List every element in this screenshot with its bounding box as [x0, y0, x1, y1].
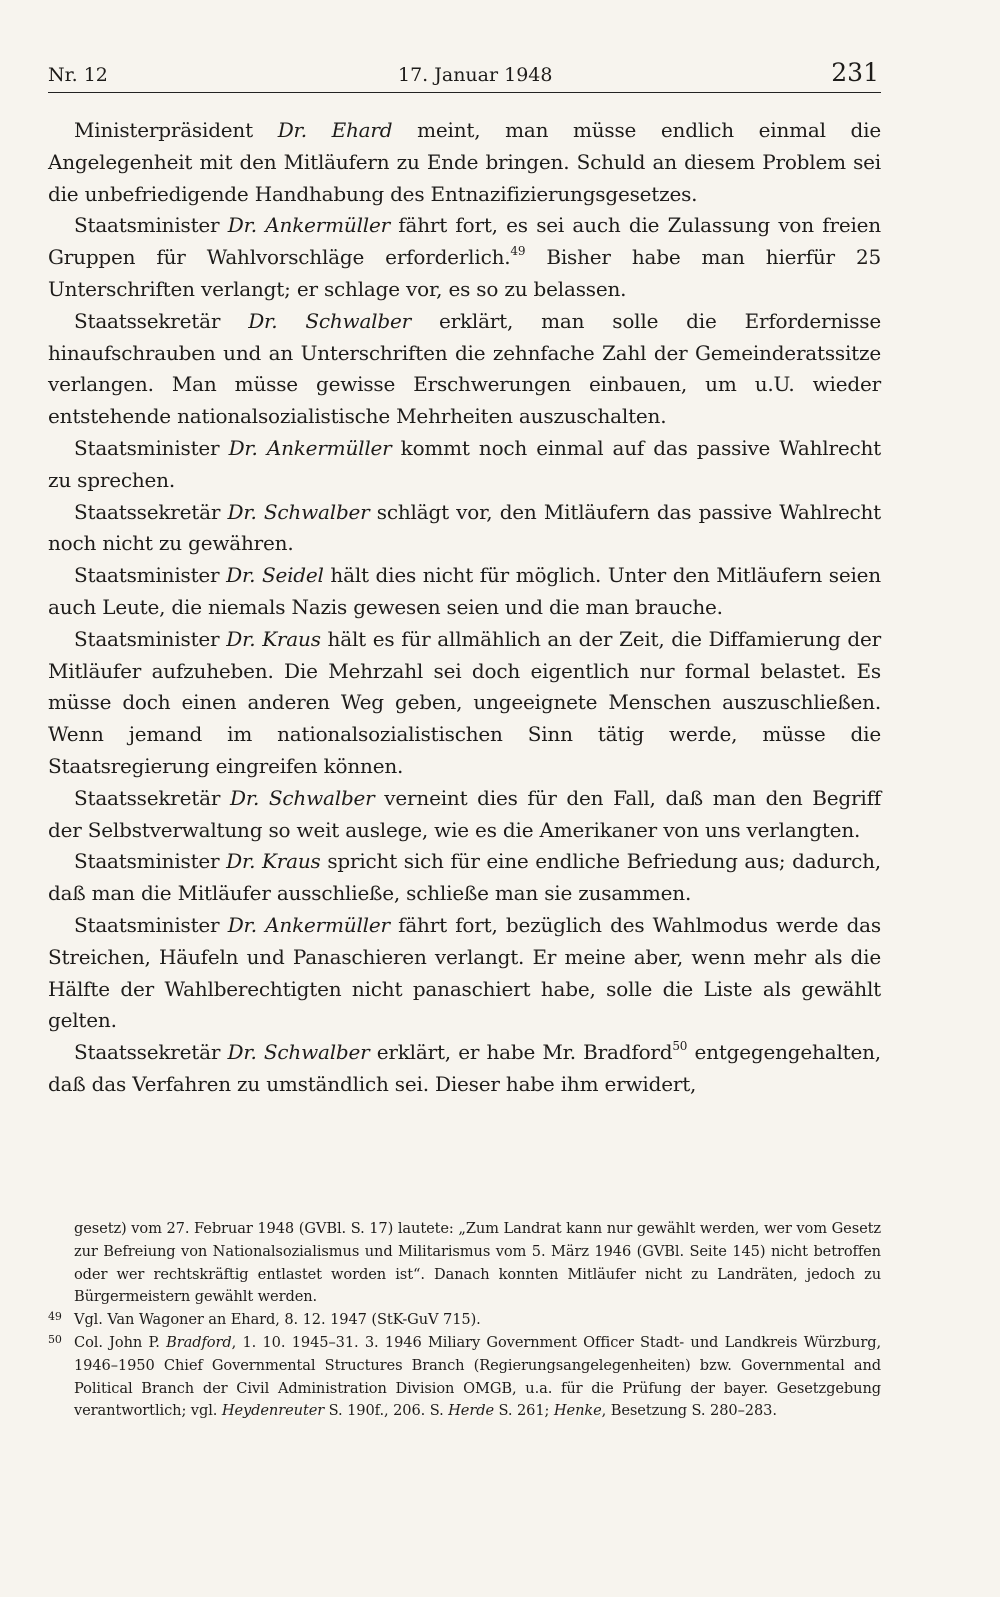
paragraph	[48, 115, 881, 210]
footnote-number: 50	[48, 1332, 62, 1346]
speaker-role: Staatssekretär	[74, 1040, 221, 1065]
paragraph-text: Bisher habe man hierfür 25 Unterschriften verlangt; er schlage vor, es so zu belassen.	[48, 245, 882, 301]
paragraph	[48, 433, 881, 497]
paragraph-text: erklärt, er habe Mr. Bradford	[369, 1040, 673, 1065]
footnote-text: Col. John P.	[74, 1333, 167, 1351]
running-head	[48, 58, 881, 93]
paragraph-text: kommt noch einmal auf das passive Wahlrecht zu sprechen.	[48, 435, 881, 492]
speaker-name: Ankermüller	[265, 912, 390, 937]
speaker-name: Schwalber	[263, 1040, 370, 1065]
page-number: 231	[831, 58, 879, 87]
speaker-title: Dr.	[248, 308, 278, 333]
speaker-title: Dr.	[277, 118, 307, 142]
footnote-continuation: gesetz) vom 27. Februar 1948 (GVBl. S. 17) lautete: „Zum Landrat kann nur gewählt werden, wer vom Gesetz zur Befreiung von Nationalsozialismus und Militarismus vom 5. März 1946 (GVBl. Seite 145) nicht betroffen oder wer rechtskräftig entlastet worden ist“. Danach konnten Mitläufer nicht zu Landräten, jedoch zu Bürgermeistern gewählt werden.	[74, 1220, 881, 1306]
footnote-reference[interactable]: 49	[510, 244, 526, 259]
speaker-role: Staatsminister	[74, 213, 220, 238]
paragraph	[48, 624, 881, 783]
footnote-text: S. 261;	[494, 1402, 554, 1420]
footnote-50	[48, 1332, 881, 1423]
speaker-role: Ministerpräsident	[74, 118, 253, 142]
footnotes	[48, 1218, 881, 1423]
paragraph-text: spricht sich für eine endliche Befriedung aus; dadurch, daß man die Mitläufer ausschließe, schließe man sie zusammen.	[48, 849, 881, 906]
speaker-title: Dr.	[226, 849, 256, 874]
speaker-title: Dr.	[227, 912, 257, 937]
footnote-text: , 1. 10. 1945–31. 3. 1946 Miliary Government Officer Stadt- und Landkreis Würzburg, 1946–1950 Chief Governmental Structures Branch (Regierungsangelegenheiten) bzw. Governmental and Political Branch der Civil Administration Division OMGB, u.a. für die Prüfung der bayer. Gesetzgebung verantwortlich; vgl.	[74, 1333, 882, 1420]
paragraph	[48, 783, 881, 847]
speaker-name: Ehard	[331, 118, 393, 142]
paragraph-text: entgegengehalten, daß das Verfahren zu umständlich sei. Dieser habe ihm erwidert,	[48, 1040, 881, 1096]
speaker-role: Staatssekretär	[74, 499, 221, 524]
paragraph-text: schlägt vor, den Mitläufern das passive Wahlrecht noch nicht zu gewähren.	[48, 499, 881, 556]
paragraph-text: hält es für allmählich an der Zeit, die Diffamierung der Mitläufer aufzuheben. Die Mehrzahl sei doch eigentlich nur formal belastet. Es müsse doch einen anderen Weg geben, ungeeignete Menschen auszuschließen. Wenn jemand im nationalsozialistischen Sinn tätig werde, müsse die Staatsregierung eingreifen können.	[48, 626, 881, 778]
footnote-number: 49	[48, 1310, 62, 1324]
speaker-name: Ankermüller	[266, 435, 392, 460]
speaker-name: Kraus	[262, 849, 321, 874]
footnote-reference[interactable]: 50	[672, 1039, 688, 1054]
paragraph	[48, 1037, 881, 1101]
footnote-text: Vgl. Van Wagoner an Ehard, 8. 12. 1947 (StK-GuV 715).	[74, 1311, 481, 1329]
cited-author: Henke	[553, 1402, 602, 1420]
cited-name: Bradford	[166, 1333, 232, 1351]
speaker-title: Dr.	[227, 213, 257, 238]
footnote-text: S. 190f., 206. S.	[324, 1402, 449, 1420]
speaker-name: Ankermüller	[265, 213, 390, 238]
speaker-title: Dr.	[227, 499, 257, 524]
paragraph	[48, 910, 881, 1037]
speaker-title: Dr.	[230, 785, 260, 810]
footnote-text: , Besetzung S. 280–283.	[601, 1402, 777, 1420]
paragraph-text: fährt fort, es sei auch die Zulassung von freien Gruppen für Wahlvorschläge erforderlich.	[48, 213, 881, 270]
cited-author: Heydenreuter	[221, 1402, 325, 1420]
document-number: Nr. 12	[48, 64, 108, 86]
footnote-49	[48, 1309, 881, 1332]
paragraph	[48, 306, 881, 433]
speaker-name: Schwalber	[268, 785, 375, 810]
speaker-name: Seidel	[261, 563, 324, 588]
speaker-name: Schwalber	[305, 308, 411, 333]
document-page	[48, 58, 881, 1101]
paragraph	[48, 210, 881, 305]
speaker-title: Dr.	[226, 563, 256, 588]
paragraph	[48, 497, 881, 561]
speaker-role: Staatsminister	[74, 626, 220, 651]
cited-author: Herde	[448, 1402, 494, 1420]
speaker-name: Schwalber	[263, 499, 370, 524]
speaker-title: Dr.	[228, 435, 258, 460]
speaker-name: Kraus	[262, 626, 321, 651]
protocol-body	[48, 115, 881, 1101]
speaker-role: Staatssekretär	[74, 308, 221, 333]
paragraph	[48, 846, 881, 910]
paragraph-text: verneint dies für den Fall, daß man den Begriff der Selbstverwaltung so weit auslege, wie es die Amerikaner von uns verlangten.	[48, 785, 881, 842]
paragraph	[48, 560, 881, 624]
speaker-title: Dr.	[226, 626, 256, 651]
speaker-role: Staatsminister	[74, 849, 220, 874]
paragraph-text: hält dies nicht für möglich. Unter den Mitläufern seien auch Leute, die niemals Nazis gewesen seien und die man brauche.	[48, 563, 881, 619]
paragraph-text: fährt fort, bezüglich des Wahlmodus werde das Streichen, Häufeln und Panaschieren verlangt. Er meine aber, wenn mehr als die Hälfte der Wahlberechtigten nicht panaschiert habe, solle die Liste als gewählt gelten.	[48, 912, 881, 1033]
document-date: 17. Januar 1948	[398, 64, 553, 86]
speaker-role: Staatsminister	[74, 435, 220, 460]
paragraph-text: meint, man müsse endlich einmal die Angelegenheit mit den Mitläufern zu Ende bringen. Schuld an diesem Problem sei die unbefriedigende Handhabung des Entnazifizierungsgesetzes.	[48, 118, 881, 206]
speaker-title: Dr.	[227, 1040, 257, 1065]
speaker-role: Staatsminister	[74, 563, 220, 588]
speaker-role: Staatssekretär	[74, 785, 221, 810]
speaker-role: Staatsminister	[74, 912, 220, 937]
paragraph-text: erklärt, man solle die Erfordernisse hinaufschrauben und an Unterschriften die zehnfache Zahl der Gemeinderatssitze verlangen. Man müsse gewisse Erschwerungen einbauen, um u.U. wieder entstehende nationalsozialistische Mehrheiten auszuschalten.	[48, 308, 881, 429]
